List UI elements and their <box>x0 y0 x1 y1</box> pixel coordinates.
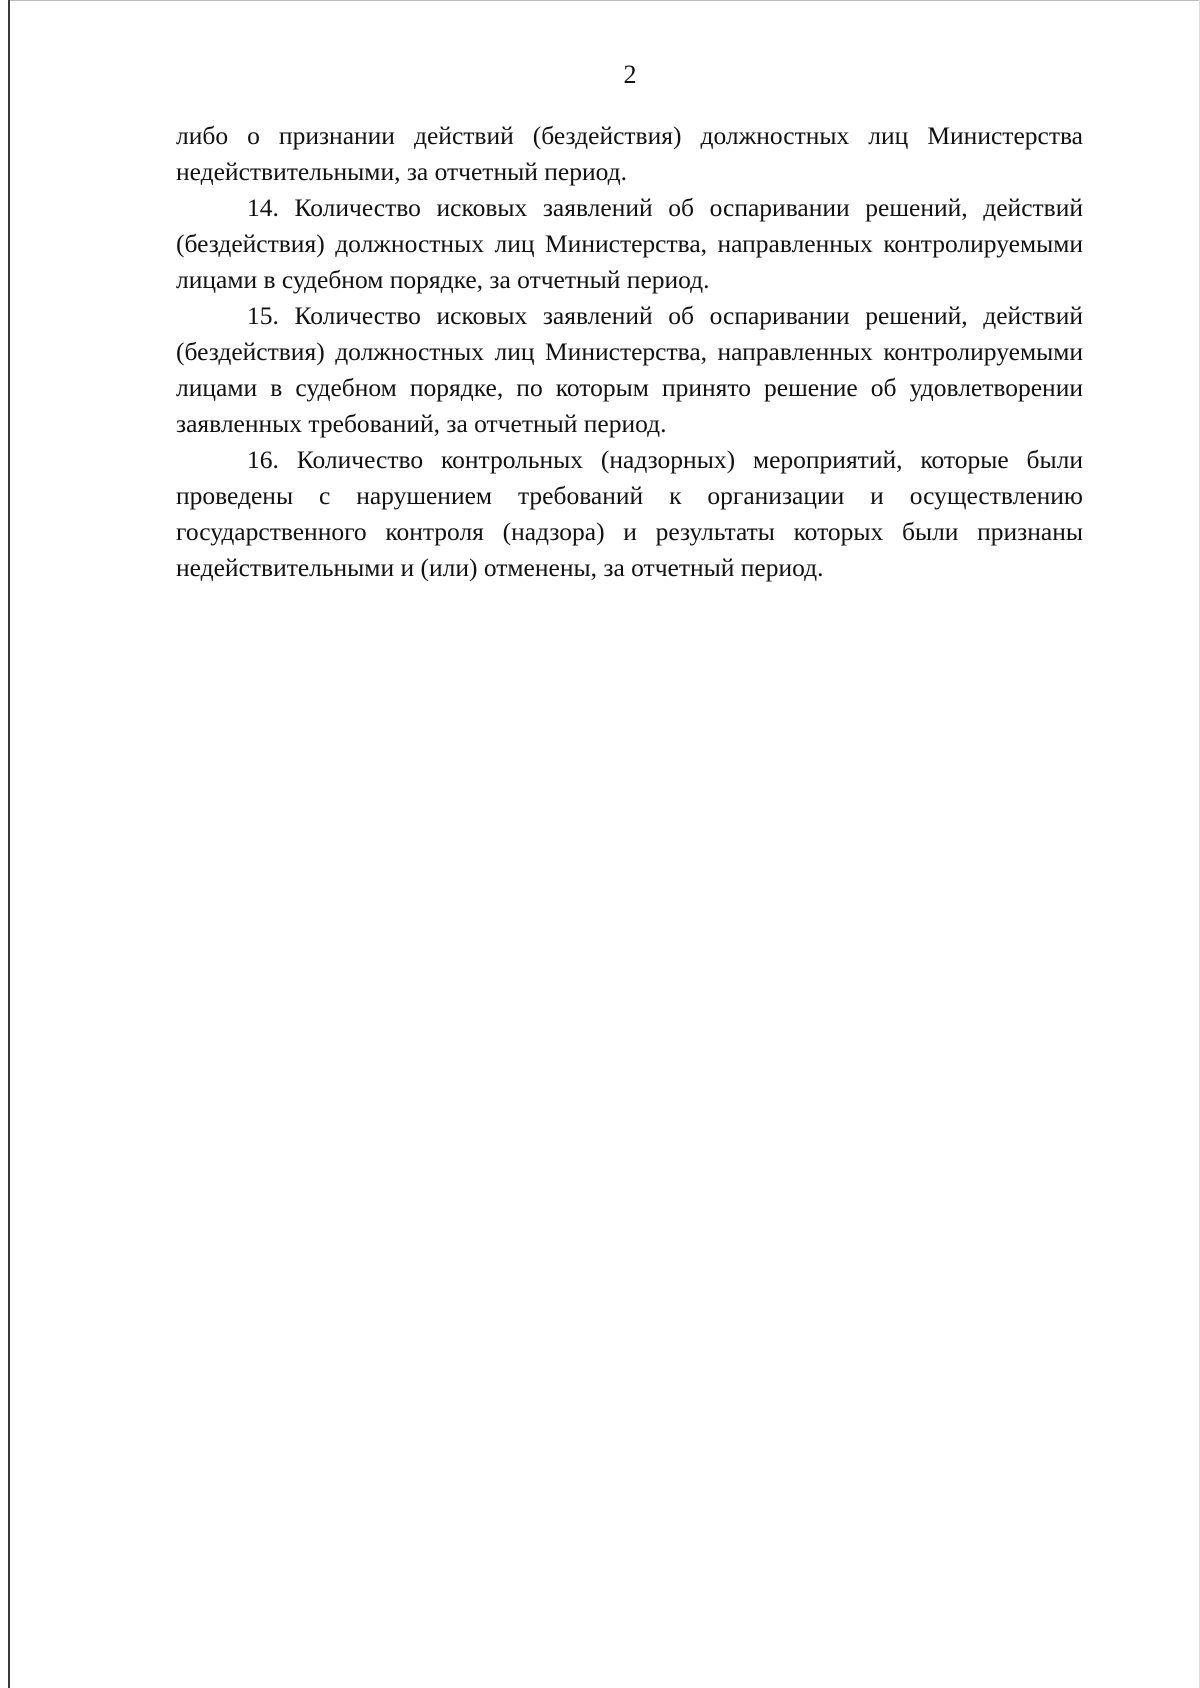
scan-edge-left <box>8 0 10 1688</box>
paragraph-continuation: либо о признании действий (бездействия) должностных лиц Министерства недействительными, за отчетный период. <box>176 121 1083 186</box>
page-number: 2 <box>623 60 637 89</box>
document-body <box>176 118 1083 586</box>
paragraph-item-16: 16. Количество контрольных (надзорных) мероприятий, которые были проведены с нарушением требований к организации и осуществлению государственного контроля (надзора) и результаты которых были признаны недействительными и (или) отменены, за отчетный период. <box>176 445 1083 582</box>
scan-edge-top <box>10 0 1200 1</box>
paragraph-item-14: 14. Количество исковых заявлений об оспаривании решений, действий (бездействия) должностных лиц Министерства, направленных контролируемыми лицами в судебном порядке, за отчетный период. <box>176 193 1083 294</box>
paragraph-item-15: 15. Количество исковых заявлений об оспаривании решений, действий (бездействия) должностных лиц Министерства, направленных контролируемыми лицами в судебном порядке, по которым принято решение об удовлетворении заявленных требований, за отчетный период. <box>176 301 1083 438</box>
